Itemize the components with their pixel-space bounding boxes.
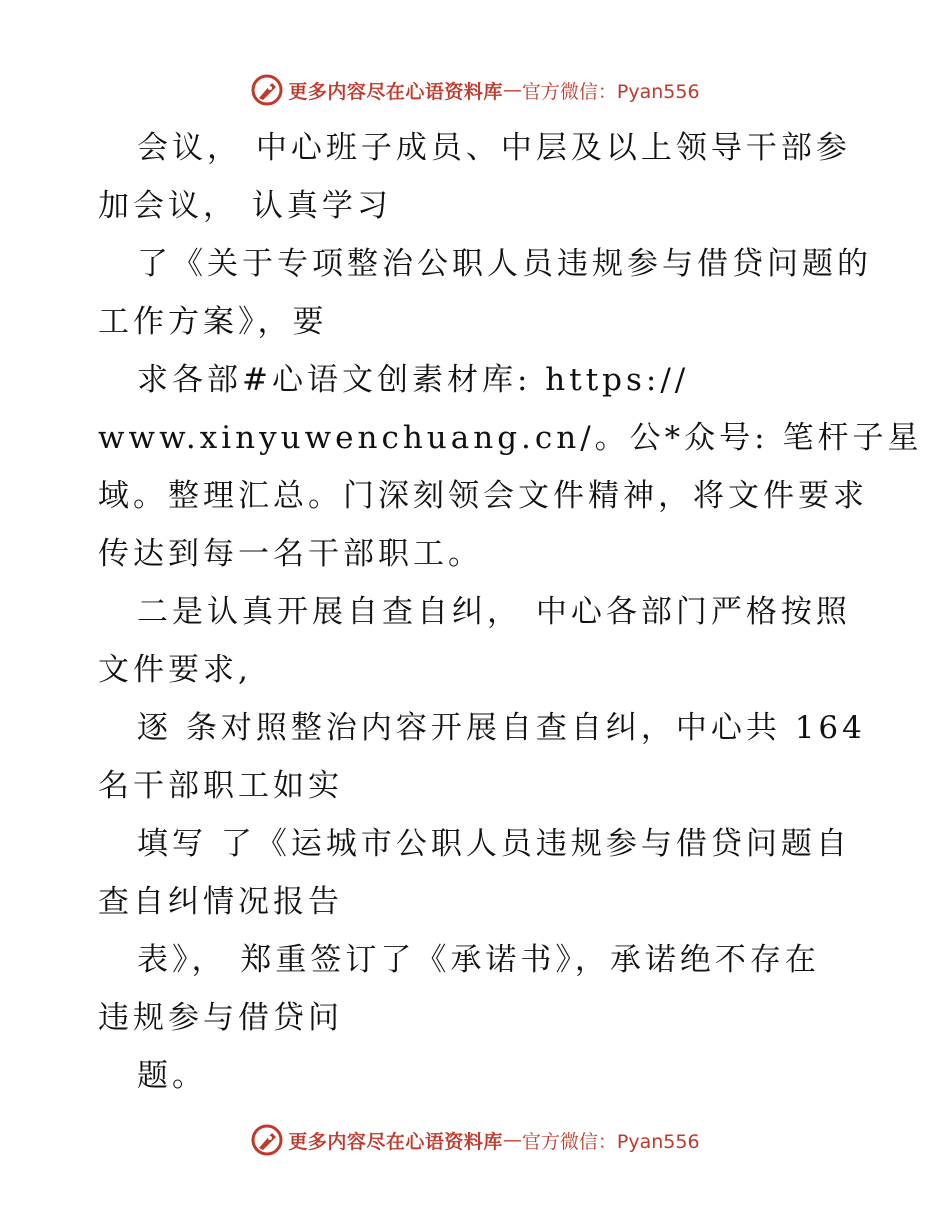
body-line-16: 违规参与借贷问 bbox=[98, 1000, 343, 1036]
body-line-2: 加会议， 认真学习 bbox=[98, 188, 392, 224]
watermark-text: 更多内容尽在心语资料库 bbox=[288, 80, 503, 103]
body-line-15: 表》， 郑重签订了《承诺书》，承诺绝不存在 bbox=[137, 942, 820, 978]
watermark-contact: 官方微信：Pyan556 bbox=[521, 1130, 700, 1153]
body-line-10: 文件要求, bbox=[98, 652, 252, 688]
body-line-3: 了《关于专项整治公职人员违规参与借贷问题的 bbox=[137, 246, 872, 282]
pen-nib-logo-icon bbox=[250, 73, 284, 107]
watermark-separator: — bbox=[502, 1129, 522, 1151]
body-line-6: www.xinyuwenchuang.cn/。公*众号: 笔杆子星 bbox=[98, 420, 923, 456]
body-line-12: 名干部职工如实 bbox=[98, 768, 343, 804]
body-line-8: 传达到每一名干部职工。 bbox=[98, 536, 483, 572]
header-watermark bbox=[0, 70, 950, 110]
body-line-13: 填写 了《运城市公职人员违规参与借贷问题自 bbox=[137, 826, 851, 862]
body-line-11: 逐 条对照整治内容开展自查自纠，中心共 164 bbox=[137, 710, 866, 746]
body-line-4: 工作方案》，要 bbox=[98, 304, 328, 340]
body-line-9: 二是认真开展自查自纠， 中心各部门严格按照 bbox=[137, 594, 851, 630]
watermark-text: 更多内容尽在心语资料库 bbox=[288, 1130, 503, 1153]
body-line-14: 查自纠情况报告 bbox=[98, 884, 343, 920]
watermark-contact: 官方微信：Pyan556 bbox=[521, 80, 700, 103]
body-line-1: 会议， 中心班子成员、中层及以上领导干部参 bbox=[137, 130, 851, 166]
body-line-7: 域。整理汇总。门深刻领会文件精神，将文件要求 bbox=[98, 478, 868, 514]
body-line-17: 题。 bbox=[137, 1058, 207, 1094]
pen-nib-logo-icon bbox=[250, 1123, 284, 1157]
footer-watermark bbox=[0, 1120, 950, 1160]
body-line-5: 求各部#心语文创素材库: https:// bbox=[137, 362, 690, 398]
watermark-separator: — bbox=[502, 79, 522, 101]
